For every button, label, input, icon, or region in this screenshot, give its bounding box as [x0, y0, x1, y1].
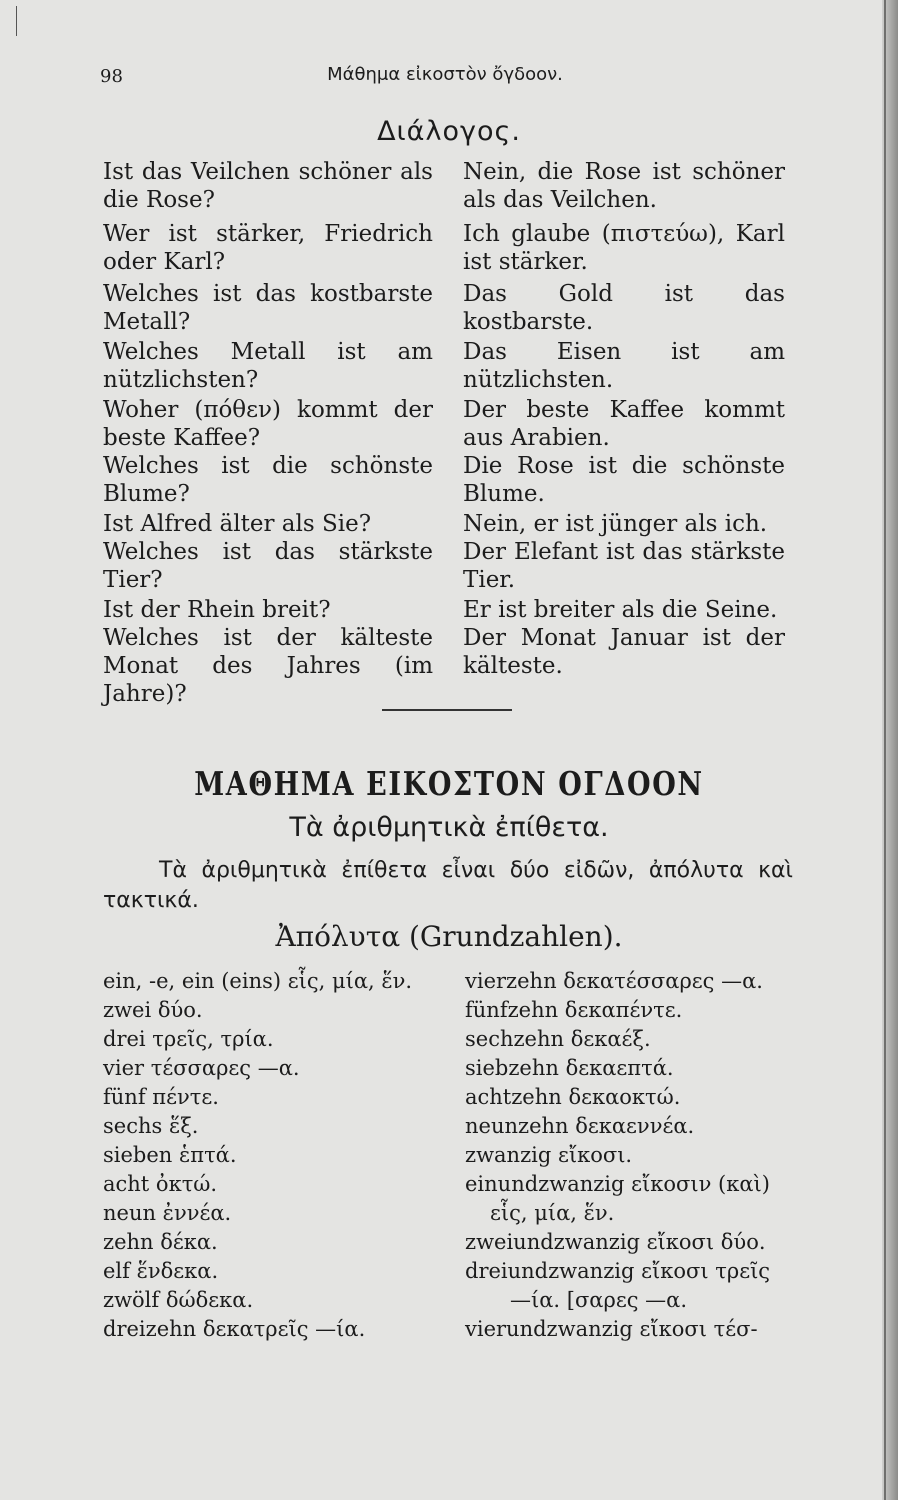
- number-entry: neun ἐννέα.: [103, 1201, 232, 1225]
- dialog-answer: Nein, er ist jünger als ich.: [463, 511, 768, 537]
- dialog-answer: Ich glaube (πιστεύω), Karl ist stärker.: [463, 221, 785, 275]
- dialog-question: Welches Metall ist am nützlichsten?: [103, 339, 433, 393]
- page-header: [100, 62, 790, 92]
- number-entry: sechs ἕξ.: [103, 1114, 199, 1138]
- dialog-question: Ist das Veilchen schöner als die Rose?: [103, 159, 433, 213]
- number-entry: ein, -e, ein (eins) εἷς, μία, ἕν.: [103, 969, 413, 993]
- number-entry: zehn δέκα.: [103, 1230, 218, 1254]
- number-entry: zwei δύο.: [103, 998, 203, 1022]
- page-number: 98: [100, 66, 123, 87]
- number-entry: siebzehn δεκαεπτά.: [465, 1056, 674, 1080]
- number-entry: sieben ἑπτά.: [103, 1143, 237, 1167]
- dialog-answer: Das Eisen ist am nützlichsten.: [463, 339, 785, 393]
- number-entry: dreiundzwanzig εἴκοσι τρεῖς: [465, 1259, 771, 1283]
- number-entry: achtzehn δεκαοκτώ.: [465, 1085, 681, 1109]
- number-entry: sechzehn δεκαέξ.: [465, 1027, 651, 1051]
- dialog-answer: Die Rose ist die schönste Blume.: [463, 453, 785, 507]
- number-entry-continuation: εἷς, μία, ἕν.: [490, 1201, 615, 1225]
- number-entry: drei τρεῖς, τρία.: [103, 1027, 274, 1051]
- dialog-answer: Das Gold ist das kostbarste.: [463, 281, 785, 335]
- number-entry: elf ἕνδεκα.: [103, 1259, 219, 1283]
- section-divider: [382, 709, 512, 711]
- running-head: Μάθημα εἰκοστὸν ὄγδοον.: [327, 64, 563, 85]
- number-entry: vierundzwanzig εἴκοσι τέσ-: [465, 1317, 758, 1341]
- dialog-question: Woher (πόθεν) kommt der beste Kaffee?: [103, 397, 433, 451]
- dialog-answer: Er ist breiter als die Seine.: [463, 597, 778, 623]
- lesson-heading: ΜΑΘΗΜΑ ΕΙΚΟΣΤΟΝ ΟΓΔΟΟΝ: [194, 764, 704, 803]
- dialog-question: Ist Alfred älter als Sie?: [103, 511, 372, 537]
- number-entry: vierzehn δεκατέσσαρες —α.: [465, 969, 763, 993]
- number-entry-continuation: —ία. [σαρες —α.: [510, 1288, 687, 1312]
- dialog-question: Ist der Rhein breit?: [103, 597, 331, 623]
- dialog-answer: Der beste Kaffee kommt aus Arabien.: [463, 397, 785, 451]
- number-entry: fünf πέντε.: [103, 1085, 219, 1109]
- lesson-intro-paragraph: Τὰ ἀριθμητικὰ ἐπίθετα εἶναι δύο εἰδῶν, ἀπόλυτα καὶ τακτικά.: [103, 858, 793, 913]
- number-entry: dreizehn δεκατρεῖς —ία.: [103, 1317, 366, 1341]
- dialog-title: Διάλογος.: [377, 116, 521, 147]
- number-entry: einundzwanzig εἴκοσιν (καὶ): [465, 1172, 770, 1196]
- cardinal-numbers-title: Ἀπόλυτα (Grundzahlen).: [275, 920, 623, 953]
- dialog-question: Welches ist der kälteste Monat des Jahres (im Jahre)?: [103, 625, 433, 707]
- number-entry: vier τέσσαρες —α.: [103, 1056, 300, 1080]
- dialog-question: Welches ist das stärkste Tier?: [103, 539, 433, 593]
- number-entry: neunzehn δεκαεννέα.: [465, 1114, 695, 1138]
- dialog-answer: Nein, die Rose ist schöner als das Veilchen.: [463, 159, 785, 213]
- number-entry: zwölf δώδεκα.: [103, 1288, 254, 1312]
- lesson-subheading: Τὰ ἀριθμητικὰ ἐπίθετα.: [289, 812, 609, 843]
- dialog-question: Welches ist die schönste Blume?: [103, 453, 433, 507]
- number-entry: zweiundzwanzig εἴκοσι δύο.: [465, 1230, 766, 1254]
- dialog-answer: Der Monat Januar ist der kälteste.: [463, 625, 785, 679]
- number-entry: zwanzig εἴκοσι.: [465, 1143, 633, 1167]
- dialog-answer: Der Elefant ist das stärkste Tier.: [463, 539, 785, 593]
- number-entry: acht ὀκτώ.: [103, 1172, 218, 1196]
- edge-mark: [16, 6, 17, 36]
- dialog-question: Wer ist stärker, Friedrich oder Karl?: [103, 221, 433, 275]
- binding-line: [884, 0, 886, 1500]
- number-entry: fünfzehn δεκαπέντε.: [465, 998, 683, 1022]
- dialog-question: Welches ist das kostbarste Metall?: [103, 281, 433, 335]
